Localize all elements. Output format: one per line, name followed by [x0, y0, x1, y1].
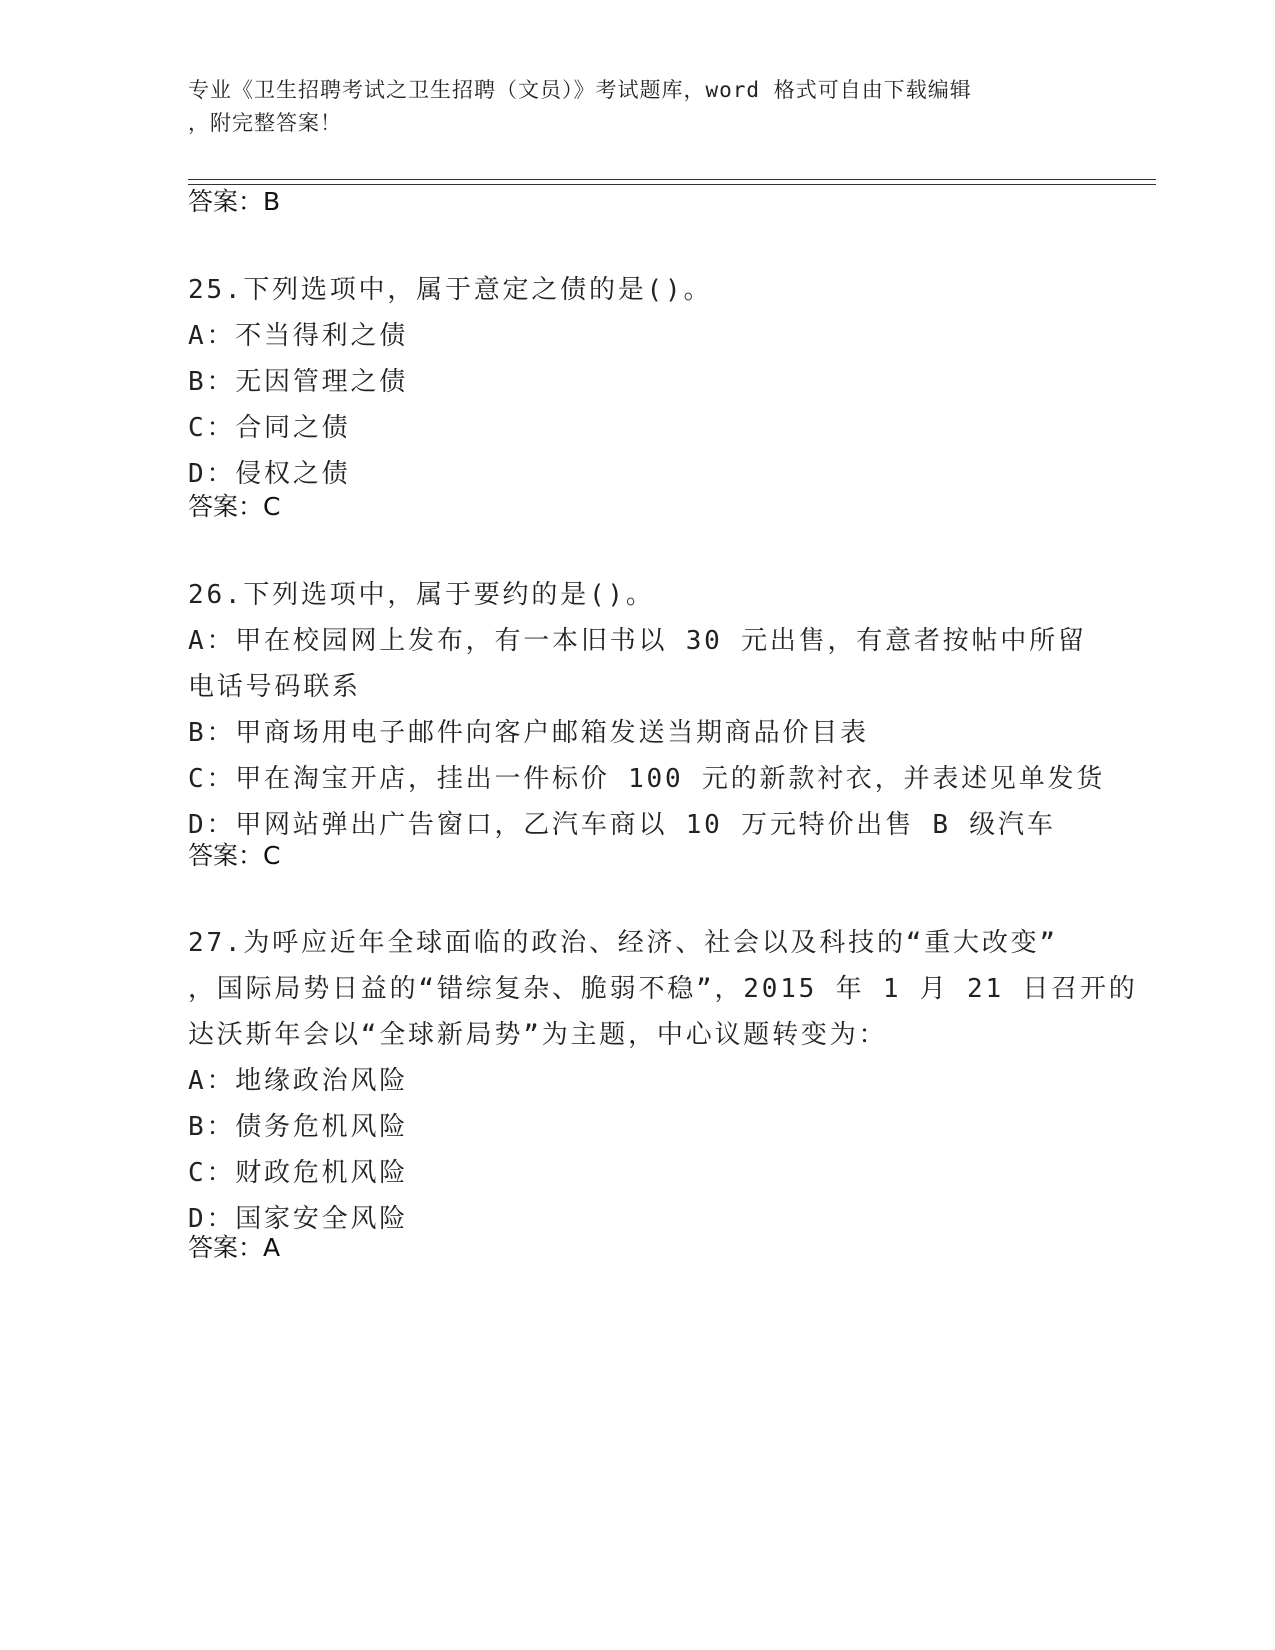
question-27 [188, 920, 1138, 1242]
option-b: B：无因管理之债 [188, 367, 409, 397]
answer-25: 答案：C [188, 492, 281, 521]
option-c: C：合同之债 [188, 413, 351, 443]
question-stem: 达沃斯年会以“全球新局势”为主题，中心议题转变为： [188, 1020, 888, 1050]
option-d: D：侵权之债 [188, 459, 351, 489]
option-a: A：地缘政治风险 [188, 1066, 409, 1096]
option-a: A：甲在校园网上发布，有一本旧书以 30 元出售，有意者按帖中所留 [188, 626, 1087, 656]
header-divider [188, 179, 1156, 180]
option-c: C：甲在淘宝开店，挂出一件标价 100 元的新款衬衣，并表述见单发货 [188, 764, 1106, 794]
answer-27: 答案：A [188, 1233, 281, 1262]
option-d: D：甲网站弹出广告窗口，乙汽车商以 10 万元特价出售 B 级汽车 [188, 810, 1056, 840]
answer-26: 答案：C [188, 841, 281, 870]
question-stem: 26.下列选项中，属于要约的是()。 [188, 580, 655, 610]
question-26 [188, 572, 1106, 848]
option-a-continued: 电话号码联系 [188, 672, 361, 702]
question-25 [188, 267, 1088, 497]
header-line: 专业《卫生招聘考试之卫生招聘（文员）》考试题库，word 格式可自由下载编辑 [188, 78, 972, 102]
document-header [188, 74, 1068, 140]
header-line: ，附完整答案！ [188, 111, 342, 135]
question-stem: 25.下列选项中，属于意定之债的是()。 [188, 275, 713, 305]
option-b: B：债务危机风险 [188, 1112, 409, 1142]
option-d: D：国家安全风险 [188, 1204, 409, 1234]
previous-answer: 答案：B [188, 187, 281, 216]
option-b: B：甲商场用电子邮件向客户邮箱发送当期商品价目表 [188, 718, 869, 748]
option-a: A：不当得利之债 [188, 321, 409, 351]
header-divider [188, 184, 1156, 185]
question-stem: 27.为呼应近年全球面临的政治、经济、社会以及科技的“重大改变” [188, 928, 1058, 958]
question-stem: ，国际局势日益的“错综复杂、脆弱不稳”，2015 年 1 月 21 日召开的 [188, 974, 1138, 1004]
option-c: C：财政危机风险 [188, 1158, 409, 1188]
